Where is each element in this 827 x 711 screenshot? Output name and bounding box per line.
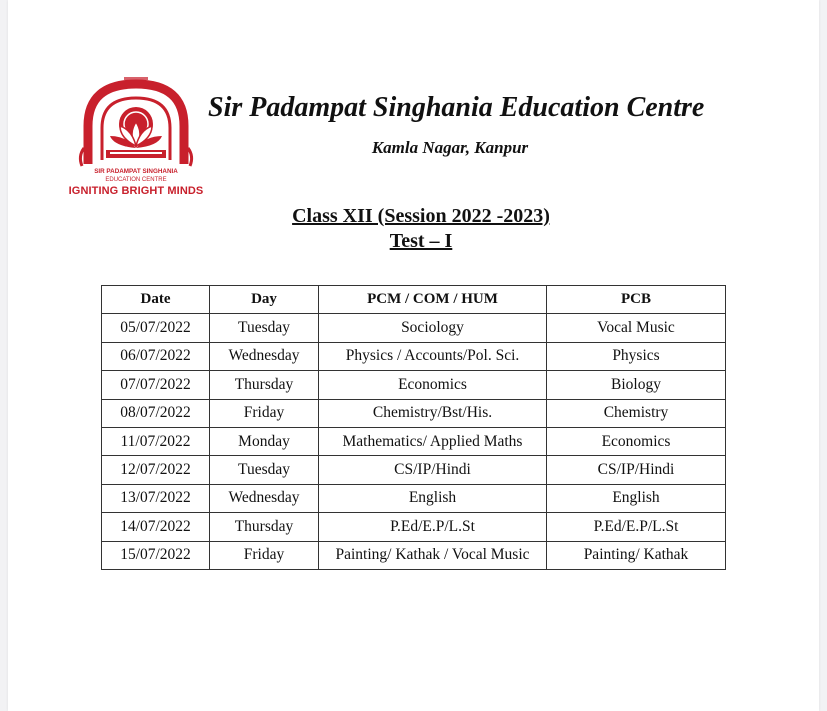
- column-header-day: Day: [210, 286, 319, 314]
- day-cell: Wednesday: [210, 484, 319, 512]
- pcb-subject-cell: Physics: [547, 342, 726, 370]
- test-title: Test – I: [389, 230, 453, 252]
- pcm-subject-cell: Economics: [319, 371, 547, 399]
- day-cell: Friday: [210, 541, 319, 569]
- pcm-subject-cell: Chemistry/Bst/His.: [319, 399, 547, 427]
- pcm-subject-cell: P.Ed/E.P/L.St: [319, 513, 547, 541]
- lotus-emblem-icon: [74, 76, 198, 168]
- pcb-subject-cell: English: [547, 484, 726, 512]
- date-cell: 07/07/2022: [102, 371, 210, 399]
- table-row: [102, 314, 726, 342]
- pcb-subject-cell: P.Ed/E.P/L.St: [547, 513, 726, 541]
- table-row: [102, 541, 726, 569]
- pcm-subject-cell: Physics / Accounts/Pol. Sci.: [319, 342, 547, 370]
- column-header-pcm-com-hum: PCM / COM / HUM: [319, 286, 547, 314]
- table-row: [102, 484, 726, 512]
- date-cell: 12/07/2022: [102, 456, 210, 484]
- day-cell: Friday: [210, 399, 319, 427]
- pcb-subject-cell: CS/IP/Hindi: [547, 456, 726, 484]
- table-row: [102, 342, 726, 370]
- pcm-subject-cell: Sociology: [319, 314, 547, 342]
- school-logo: [66, 76, 206, 201]
- pcb-subject-cell: Chemistry: [547, 399, 726, 427]
- class-session-title: Class XII (Session 2022 -2023): [292, 205, 550, 227]
- pcb-subject-cell: Painting/ Kathak: [547, 541, 726, 569]
- pcm-subject-cell: English: [319, 484, 547, 512]
- date-cell: 11/07/2022: [102, 427, 210, 455]
- column-header-pcb: PCB: [547, 286, 726, 314]
- school-name: Sir Padampat Singhania Education Centre: [208, 92, 705, 123]
- day-cell: Wednesday: [210, 342, 319, 370]
- day-cell: Thursday: [210, 513, 319, 541]
- day-cell: Monday: [210, 427, 319, 455]
- date-cell: 08/07/2022: [102, 399, 210, 427]
- table-row: [102, 513, 726, 541]
- pcb-subject-cell: Biology: [547, 371, 726, 399]
- school-address: Kamla Nagar, Kanpur: [371, 138, 529, 157]
- day-cell: Tuesday: [210, 456, 319, 484]
- table-row: [102, 399, 726, 427]
- table-row: [102, 427, 726, 455]
- pcm-subject-cell: Mathematics/ Applied Maths: [319, 427, 547, 455]
- pcb-subject-cell: Economics: [547, 427, 726, 455]
- column-header-date: Date: [102, 286, 210, 314]
- exam-schedule-table: [101, 285, 726, 570]
- date-cell: 14/07/2022: [102, 513, 210, 541]
- pcm-subject-cell: Painting/ Kathak / Vocal Music: [319, 541, 547, 569]
- table-row: [102, 456, 726, 484]
- logo-tagline: IGNITING BRIGHT MINDS: [68, 185, 204, 197]
- pcm-subject-cell: CS/IP/Hindi: [319, 456, 547, 484]
- date-cell: 15/07/2022: [102, 541, 210, 569]
- date-cell: 05/07/2022: [102, 314, 210, 342]
- date-cell: 06/07/2022: [102, 342, 210, 370]
- date-cell: 13/07/2022: [102, 484, 210, 512]
- logo-text-line1: SIR PADAMPAT SINGHANIA: [94, 168, 178, 175]
- table-header-row: [102, 286, 726, 314]
- pcb-subject-cell: Vocal Music: [547, 314, 726, 342]
- logo-text-line2: EDUCATION CENTRE: [105, 177, 167, 183]
- table-row: [102, 371, 726, 399]
- day-cell: Thursday: [210, 371, 319, 399]
- day-cell: Tuesday: [210, 314, 319, 342]
